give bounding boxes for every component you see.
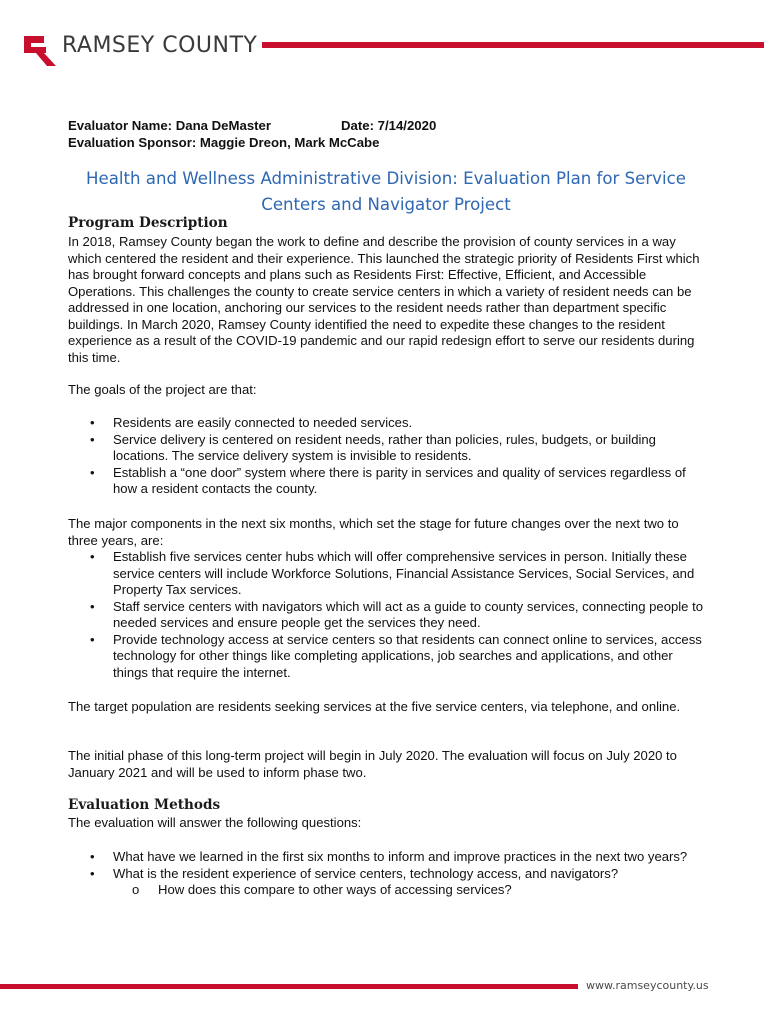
evaluation-questions-wrapper: [68, 849, 708, 899]
page-title-line-2: Centers and Navigator Project: [261, 195, 511, 214]
header-divider: [262, 42, 764, 48]
list-item: • Residents are easily connected to needed services.: [68, 415, 708, 432]
evaluator-name: Evaluator Name: Dana DeMaster: [68, 118, 272, 133]
document-date: Date: 7/14/2020: [341, 118, 437, 133]
intro-paragraph: In 2018, Ramsey County began the work to define and describe the provision of county services in a way which centered the resident and their experience. This launched the strategic priority of Residents First which has brought forward concepts and plans such as Residents First: Effective, Efficient, and Accessible Operations. This challenges the county to create service centers in which a variety of resident needs can be addressed in one location, anchoring our services to the resident needs rather than department specific buildings. In March 2020, Ramsey County identified the need to expedite these changes to the resident experience as a result of the COVID-19 pandemic and our rapid redesign effort to serve our residents during this time.: [68, 234, 700, 365]
list-item: • Establish five services center hubs which will offer comprehensive services in person. Initially these service centers will include Workforce Solutions, Financial Assistance Services, Social Services, and Property Tax services.: [68, 549, 708, 599]
goals-intro: [68, 382, 708, 399]
evaluation-questions-list: [68, 849, 708, 899]
page-title-line-1: Health and Wellness Administrative Division: Evaluation Plan for Service: [86, 169, 686, 188]
goals-intro-text: The goals of the project are that:: [68, 382, 257, 397]
list-item: • Provide technology access at service centers so that residents can connect online to services, access technology for other things like completing applications, job searches and applications, and other things that require the internet.: [68, 632, 708, 682]
initial-phase: [68, 748, 708, 781]
document-meta: [68, 117, 437, 151]
list-item-text: What is the resident experience of service centers, technology access, and navigators?: [113, 865, 619, 881]
program-description-heading: Program Description: [68, 215, 228, 231]
footer-divider: [0, 984, 578, 989]
goals-list-wrapper: [68, 415, 708, 498]
list-item: • Staff service centers with navigators which will act as a guide to county services, connecting people to needed services and ensure people get the services they need.: [68, 599, 708, 632]
evaluation-intro: [68, 815, 708, 832]
footer-url: www.ramseycounty.us: [586, 979, 709, 992]
components-section: [68, 516, 708, 681]
goals-list: [68, 415, 708, 498]
components-list: [68, 549, 708, 681]
evaluation-sponsor: Evaluation Sponsor: Maggie Dreon, Mark McCabe: [68, 135, 380, 150]
target-population: [68, 699, 708, 716]
page-title: [80, 166, 692, 218]
target-population-text: The target population are residents seeking services at the five service centers, via telephone, and online.: [68, 699, 681, 714]
list-item: • What have we learned in the first six months to inform and improve practices in the next two years?: [68, 849, 708, 866]
program-description-intro: [68, 234, 708, 366]
initial-phase-text: The initial phase of this long-term project will begin in July 2020. The evaluation will focus on July 2020 to January 2021 and will be used to inform phase two.: [68, 748, 677, 780]
sub-list-item: o How does this compare to other ways of accessing services?: [113, 882, 708, 899]
sub-question-list: [113, 882, 708, 899]
components-intro: The major components in the next six months, which set the stage for future changes over the next two to three years, are:: [68, 516, 679, 548]
ramsey-county-logo-icon: [24, 36, 56, 66]
list-item: • Service delivery is centered on resident needs, rather than policies, rules, budgets, or building locations. The service delivery system is invisible to residents.: [68, 432, 708, 465]
list-item: [68, 866, 708, 899]
brand-name: RAMSEY COUNTY: [62, 33, 258, 58]
list-item: • Establish a “one door” system where there is parity in services and quality of services regardless of how a resident contacts the county.: [68, 465, 708, 498]
evaluation-intro-text: The evaluation will answer the following questions:: [68, 815, 362, 830]
evaluation-methods-heading: Evaluation Methods: [68, 797, 221, 813]
